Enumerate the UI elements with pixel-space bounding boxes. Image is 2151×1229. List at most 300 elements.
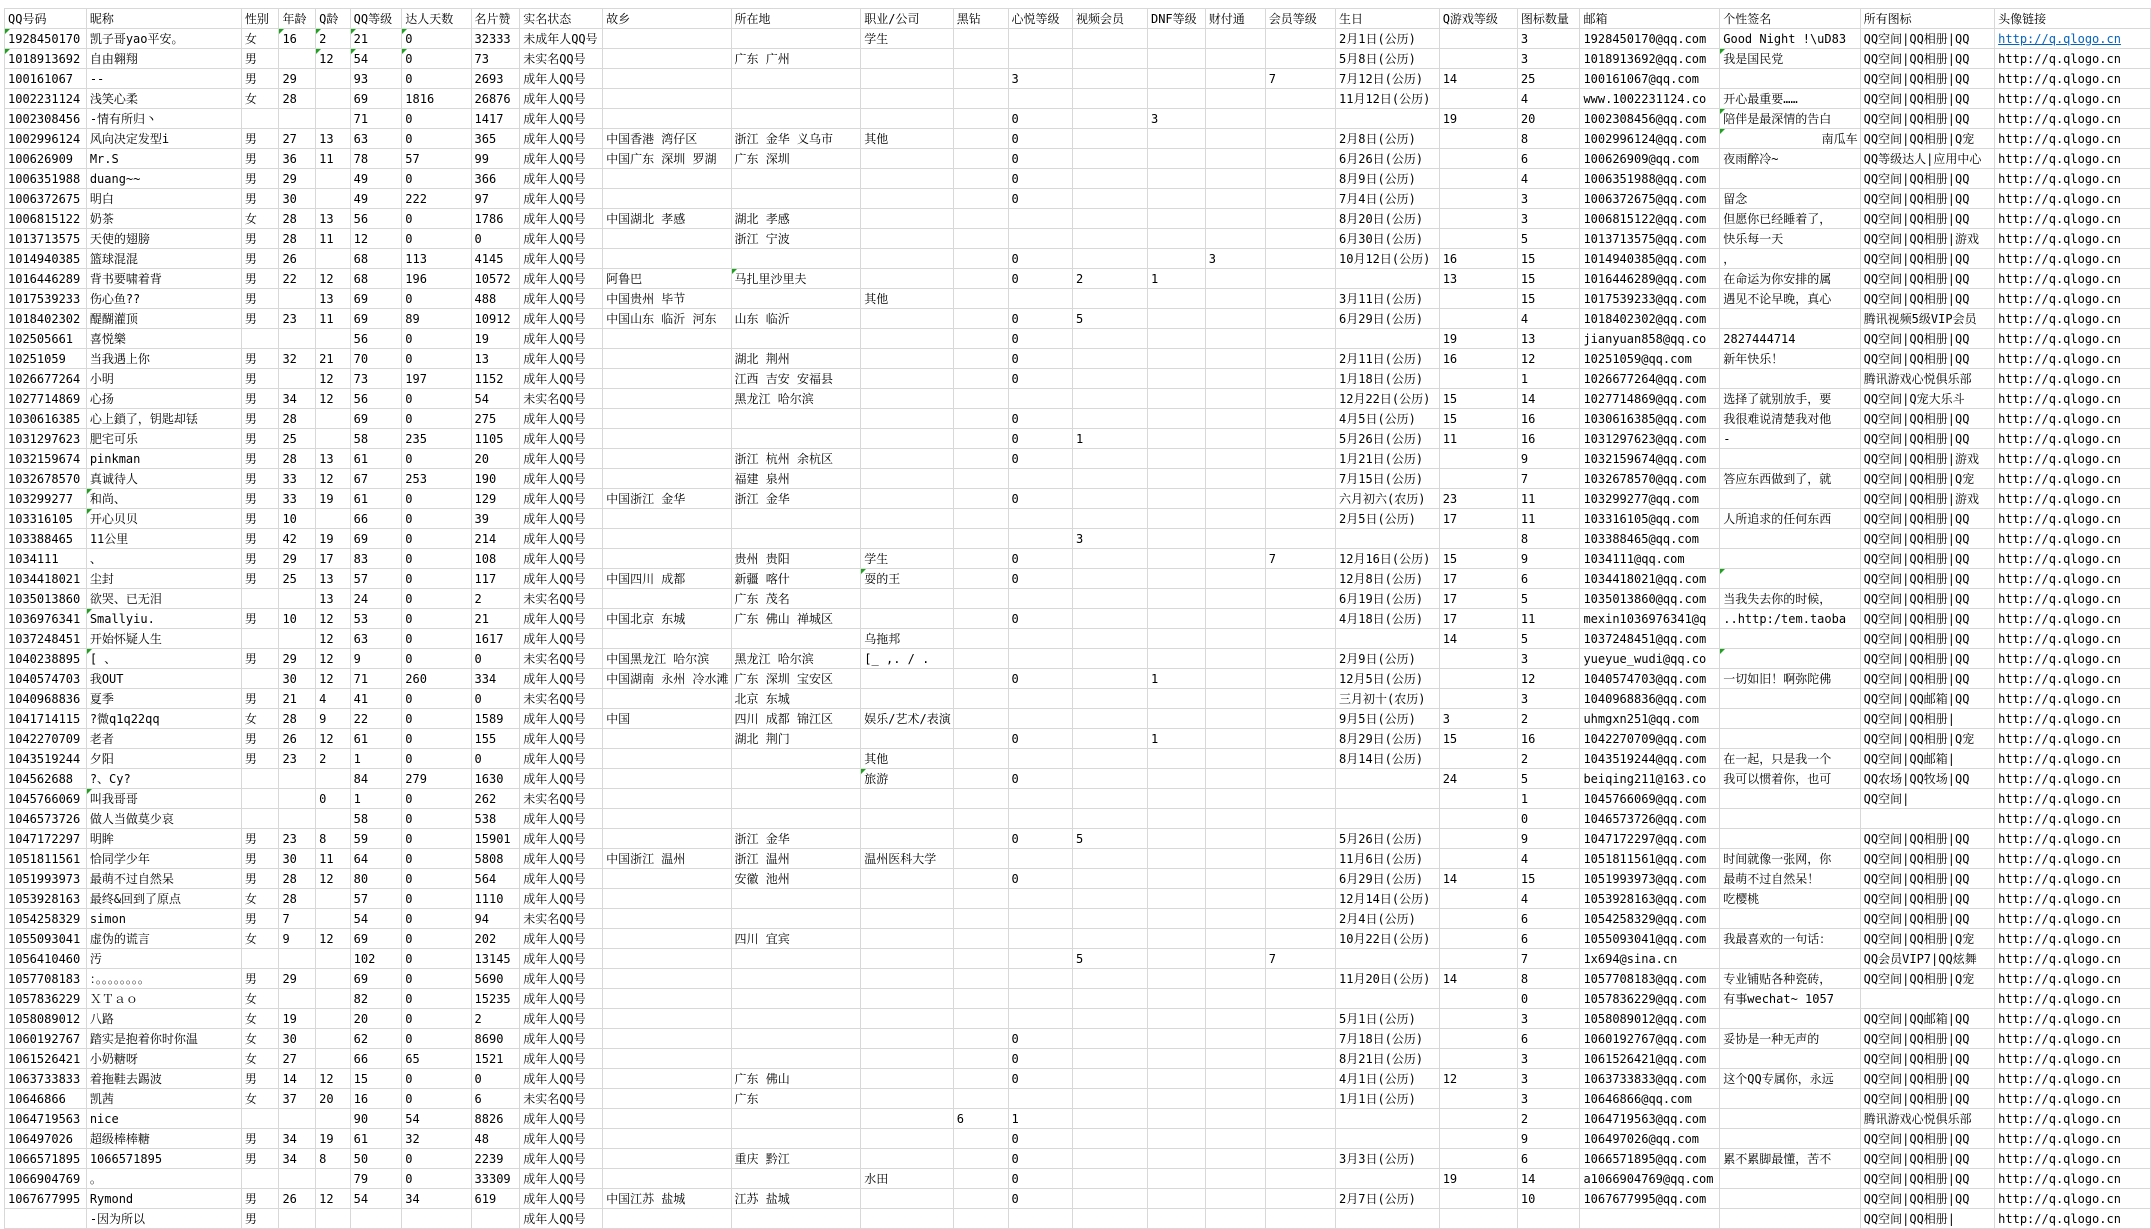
cell-hometown[interactable] — [603, 169, 731, 189]
cell-qage[interactable]: 11 — [316, 309, 351, 329]
cell-sex[interactable]: 男 — [241, 549, 279, 569]
cell-location[interactable]: 浙江 宁波 — [731, 229, 861, 249]
cell-qage[interactable] — [316, 1009, 351, 1029]
cell-icons[interactable]: 5 — [1517, 589, 1580, 609]
cell-daren[interactable]: 0 — [402, 969, 471, 989]
cell-age[interactable]: 29 — [279, 969, 316, 989]
cell-email[interactable]: 103299277@qq.com — [1580, 489, 1720, 509]
cell-qq[interactable]: 1066571895 — [5, 1149, 87, 1169]
cell-qgame[interactable]: 17 — [1439, 509, 1517, 529]
cell-daren[interactable]: 279 — [402, 769, 471, 789]
avatar-link[interactable]: http://q.qlogo.cn — [1998, 171, 2121, 186]
cell-birthday[interactable]: 4月18日(公历) — [1336, 609, 1440, 629]
cell-qage[interactable]: 12 — [316, 869, 351, 889]
cell-zan[interactable]: 1417 — [471, 109, 520, 129]
avatar-link[interactable]: http://q.qlogo.cn — [1998, 211, 2121, 226]
cell-daren[interactable]: 0 — [402, 1009, 471, 1029]
cell-qgame[interactable]: 15 — [1439, 729, 1517, 749]
cell-daren[interactable]: 0 — [402, 509, 471, 529]
avatar-link[interactable]: http://q.qlogo.cn — [1998, 31, 2121, 46]
cell-qlevel[interactable]: 69 — [350, 969, 402, 989]
cell-allicons[interactable]: QQ空间|QQ相册|QQ — [1860, 1169, 1994, 1189]
cell-zan[interactable]: 94 — [471, 909, 520, 929]
cell-nick[interactable]: 。 — [86, 1169, 241, 1189]
cell-email[interactable]: 1018913692@qq.com — [1580, 49, 1720, 69]
cell-sign[interactable]: 陪伴是最深情的告白 — [1720, 109, 1860, 129]
cell-dnf[interactable] — [1147, 629, 1205, 649]
cell-sign[interactable] — [1720, 1189, 1860, 1209]
cell-icons[interactable]: 4 — [1517, 849, 1580, 869]
cell-vip[interactable] — [1265, 689, 1335, 709]
avatar-link[interactable]: http://q.qlogo.cn — [1998, 931, 2121, 946]
cell-avatar[interactable] — [1995, 709, 2151, 729]
cell-dnf[interactable] — [1147, 1089, 1205, 1109]
cell-realname[interactable]: 成年人QQ号 — [520, 989, 603, 1009]
cell-vip[interactable] — [1265, 609, 1335, 629]
cell-caifutong[interactable] — [1205, 409, 1265, 429]
cell-realname[interactable]: 成年人QQ号 — [520, 889, 603, 909]
cell-zan[interactable]: 10912 — [471, 309, 520, 329]
cell-dnf[interactable] — [1147, 909, 1205, 929]
cell-icons[interactable]: 8 — [1517, 969, 1580, 989]
cell-location[interactable] — [731, 1009, 861, 1029]
cell-qage[interactable] — [316, 189, 351, 209]
cell-hometown[interactable]: 中国黑龙江 哈尔滨 — [603, 649, 731, 669]
cell-email[interactable]: 1006351988@qq.com — [1580, 169, 1720, 189]
cell-qlevel[interactable]: 56 — [350, 329, 402, 349]
cell-location[interactable] — [731, 429, 861, 449]
cell-daren[interactable]: 57 — [402, 149, 471, 169]
cell-heizuan[interactable] — [953, 129, 1008, 149]
cell-dnf[interactable] — [1147, 229, 1205, 249]
cell-caifutong[interactable] — [1205, 1069, 1265, 1089]
cell-allicons[interactable]: QQ空间|Q宠大乐斗 — [1860, 389, 1994, 409]
cell-video[interactable] — [1073, 729, 1148, 749]
cell-caifutong[interactable]: 3 — [1205, 249, 1265, 269]
cell-nick[interactable]: 小奶糖呀 — [86, 1049, 241, 1069]
avatar-link[interactable]: http://q.qlogo.cn — [1998, 331, 2121, 346]
cell-video[interactable] — [1073, 989, 1148, 1009]
cell-job[interactable] — [861, 1069, 953, 1089]
cell-nick[interactable]: 1066571895 — [86, 1149, 241, 1169]
cell-video[interactable] — [1073, 869, 1148, 889]
cell-location[interactable]: 黑龙江 哈尔滨 — [731, 389, 861, 409]
cell-birthday[interactable] — [1336, 949, 1440, 969]
cell-xinyue[interactable] — [1008, 289, 1072, 309]
cell-email[interactable]: 1032678570@qq.com — [1580, 469, 1720, 489]
cell-vip[interactable] — [1265, 769, 1335, 789]
cell-heizuan[interactable] — [953, 629, 1008, 649]
cell-heizuan[interactable] — [953, 1189, 1008, 1209]
cell-birthday[interactable]: 8月14日(公历) — [1336, 749, 1440, 769]
cell-email[interactable]: 1002996124@qq.com — [1580, 129, 1720, 149]
cell-icons[interactable]: 15 — [1517, 269, 1580, 289]
cell-location[interactable]: 湖北 荆州 — [731, 349, 861, 369]
cell-dnf[interactable] — [1147, 69, 1205, 89]
cell-nick[interactable]: 着拖鞋去踢波 — [86, 1069, 241, 1089]
cell-avatar[interactable] — [1995, 1149, 2151, 1169]
cell-email[interactable]: 1067677995@qq.com — [1580, 1189, 1720, 1209]
cell-zan[interactable]: 1630 — [471, 769, 520, 789]
cell-email[interactable]: 1030616385@qq.com — [1580, 409, 1720, 429]
cell-allicons[interactable]: QQ空间|QQ相册|QQ — [1860, 629, 1994, 649]
cell-vip[interactable] — [1265, 709, 1335, 729]
cell-allicons[interactable]: QQ空间|QQ相册|QQ — [1860, 569, 1994, 589]
column-header-nick[interactable]: 昵称 — [86, 9, 241, 29]
cell-allicons[interactable]: QQ空间|QQ相册|QQ — [1860, 869, 1994, 889]
cell-location[interactable] — [731, 969, 861, 989]
cell-qage[interactable]: 19 — [316, 1129, 351, 1149]
cell-xinyue[interactable]: 0 — [1008, 409, 1072, 429]
cell-birthday[interactable]: 11月12日(公历) — [1336, 89, 1440, 109]
cell-qq[interactable]: 1066904769 — [5, 1169, 87, 1189]
cell-job[interactable] — [861, 329, 953, 349]
cell-vip[interactable] — [1265, 369, 1335, 389]
cell-icons[interactable]: 3 — [1517, 1009, 1580, 1029]
cell-avatar[interactable] — [1995, 729, 2151, 749]
cell-allicons[interactable]: QQ空间|QQ邮箱|QQ — [1860, 689, 1994, 709]
cell-location[interactable]: 广东 佛山 — [731, 1069, 861, 1089]
cell-avatar[interactable] — [1995, 589, 2151, 609]
cell-allicons[interactable]: QQ空间|QQ相册|QQ — [1860, 349, 1994, 369]
cell-job[interactable]: 娱乐/艺术/表演 — [861, 709, 953, 729]
cell-hometown[interactable]: 中国北京 东城 — [603, 609, 731, 629]
cell-birthday[interactable]: 1月18日(公历) — [1336, 369, 1440, 389]
cell-email[interactable]: 1057836229@qq.com — [1580, 989, 1720, 1009]
cell-allicons[interactable]: QQ空间|QQ相册| — [1860, 1209, 1994, 1229]
cell-qgame[interactable] — [1439, 309, 1517, 329]
cell-qlevel[interactable]: 69 — [350, 409, 402, 429]
avatar-link[interactable]: http://q.qlogo.cn — [1998, 951, 2121, 966]
cell-qlevel[interactable]: 16 — [350, 1089, 402, 1109]
cell-qlevel[interactable]: 58 — [350, 429, 402, 449]
cell-allicons[interactable]: QQ空间|QQ相册|QQ — [1860, 189, 1994, 209]
cell-allicons[interactable]: QQ空间|QQ相册|QQ — [1860, 269, 1994, 289]
cell-qlevel[interactable]: 82 — [350, 989, 402, 1009]
cell-icons[interactable]: 4 — [1517, 889, 1580, 909]
cell-avatar[interactable] — [1995, 949, 2151, 969]
cell-qlevel[interactable]: 50 — [350, 1149, 402, 1169]
cell-age[interactable]: 33 — [279, 469, 316, 489]
cell-dnf[interactable] — [1147, 309, 1205, 329]
cell-qlevel[interactable]: 12 — [350, 229, 402, 249]
cell-xinyue[interactable]: 0 — [1008, 829, 1072, 849]
cell-email[interactable]: 103316105@qq.com — [1580, 509, 1720, 529]
cell-dnf[interactable] — [1147, 289, 1205, 309]
cell-dnf[interactable] — [1147, 1069, 1205, 1089]
cell-heizuan[interactable] — [953, 549, 1008, 569]
cell-hometown[interactable] — [603, 389, 731, 409]
column-header-vip[interactable]: 会员等级 — [1265, 9, 1335, 29]
cell-sign[interactable] — [1720, 649, 1860, 669]
cell-hometown[interactable] — [603, 509, 731, 529]
cell-realname[interactable]: 成年人QQ号 — [520, 89, 603, 109]
cell-video[interactable] — [1073, 709, 1148, 729]
cell-qq[interactable]: 1016446289 — [5, 269, 87, 289]
cell-qgame[interactable] — [1439, 1189, 1517, 1209]
cell-dnf[interactable] — [1147, 489, 1205, 509]
cell-allicons[interactable]: 腾讯视频5级VIP会员 — [1860, 309, 1994, 329]
avatar-link[interactable]: http://q.qlogo.cn — [1998, 611, 2121, 626]
cell-sign[interactable]: 累不累脚最懂，苦不 — [1720, 1149, 1860, 1169]
cell-email[interactable]: 1016446289@qq.com — [1580, 269, 1720, 289]
cell-qq[interactable]: 1002308456 — [5, 109, 87, 129]
cell-sign[interactable] — [1720, 1009, 1860, 1029]
cell-icons[interactable]: 7 — [1517, 949, 1580, 969]
cell-hometown[interactable] — [603, 829, 731, 849]
cell-vip[interactable] — [1265, 49, 1335, 69]
cell-qlevel[interactable]: 53 — [350, 609, 402, 629]
cell-age[interactable] — [279, 989, 316, 1009]
cell-realname[interactable]: 成年人QQ号 — [520, 569, 603, 589]
cell-allicons[interactable]: QQ空间|QQ相册|QQ — [1860, 329, 1994, 349]
cell-video[interactable] — [1073, 909, 1148, 929]
cell-hometown[interactable]: 中国香港 湾仔区 — [603, 129, 731, 149]
cell-xinyue[interactable]: 0 — [1008, 1129, 1072, 1149]
cell-nick[interactable]: 恰同学少年 — [86, 849, 241, 869]
cell-qlevel[interactable]: 84 — [350, 769, 402, 789]
cell-hometown[interactable] — [603, 729, 731, 749]
cell-qage[interactable]: 12 — [316, 609, 351, 629]
cell-hometown[interactable]: 中国浙江 温州 — [603, 849, 731, 869]
cell-dnf[interactable] — [1147, 209, 1205, 229]
cell-location[interactable]: 重庆 黔江 — [731, 1149, 861, 1169]
cell-location[interactable] — [731, 909, 861, 929]
cell-icons[interactable]: 6 — [1517, 1149, 1580, 1169]
cell-email[interactable]: 1034418021@qq.com — [1580, 569, 1720, 589]
cell-email[interactable]: 1064719563@qq.com — [1580, 1109, 1720, 1129]
cell-qlevel[interactable]: 69 — [350, 289, 402, 309]
cell-qq[interactable]: 1047172297 — [5, 829, 87, 849]
cell-qgame[interactable]: 19 — [1439, 329, 1517, 349]
cell-qage[interactable]: 12 — [316, 629, 351, 649]
cell-icons[interactable]: 2 — [1517, 1109, 1580, 1129]
cell-allicons[interactable] — [1860, 989, 1994, 1009]
cell-job[interactable] — [861, 89, 953, 109]
cell-xinyue[interactable] — [1008, 629, 1072, 649]
cell-job[interactable]: 学生 — [861, 29, 953, 49]
cell-sex[interactable]: 男 — [241, 909, 279, 929]
cell-age[interactable]: 28 — [279, 889, 316, 909]
cell-dnf[interactable]: 3 — [1147, 109, 1205, 129]
cell-vip[interactable] — [1265, 309, 1335, 329]
cell-dnf[interactable]: 1 — [1147, 669, 1205, 689]
cell-nick[interactable]: 老者 — [86, 729, 241, 749]
cell-nick[interactable]: ：。。。。。。。。 — [86, 969, 241, 989]
cell-qq[interactable]: 1045766069 — [5, 789, 87, 809]
column-header-location[interactable]: 所在地 — [731, 9, 861, 29]
cell-location[interactable] — [731, 409, 861, 429]
cell-nick[interactable]: 篮球混混 — [86, 249, 241, 269]
cell-qgame[interactable] — [1439, 449, 1517, 469]
cell-caifutong[interactable] — [1205, 649, 1265, 669]
cell-realname[interactable]: 成年人QQ号 — [520, 369, 603, 389]
cell-location[interactable] — [731, 769, 861, 789]
cell-nick[interactable]: 肥宅可乐 — [86, 429, 241, 449]
cell-age[interactable]: 32 — [279, 349, 316, 369]
cell-video[interactable] — [1073, 1069, 1148, 1089]
cell-sign[interactable]: ， — [1720, 249, 1860, 269]
cell-icons[interactable]: 6 — [1517, 569, 1580, 589]
cell-hometown[interactable] — [603, 1009, 731, 1029]
avatar-link[interactable]: http://q.qlogo.cn — [1998, 531, 2121, 546]
column-header-realname[interactable]: 实名状态 — [520, 9, 603, 29]
cell-birthday[interactable]: 7月4日(公历) — [1336, 189, 1440, 209]
cell-sign[interactable]: 遇见不论早晚，真心 — [1720, 289, 1860, 309]
cell-realname[interactable]: 成年人QQ号 — [520, 1169, 603, 1189]
cell-daren[interactable]: 0 — [402, 989, 471, 1009]
cell-job[interactable] — [861, 669, 953, 689]
cell-birthday[interactable] — [1336, 629, 1440, 649]
cell-video[interactable] — [1073, 789, 1148, 809]
cell-qgame[interactable] — [1439, 849, 1517, 869]
cell-video[interactable] — [1073, 189, 1148, 209]
cell-birthday[interactable]: 11月6日(公历) — [1336, 849, 1440, 869]
cell-zan[interactable]: 2693 — [471, 69, 520, 89]
cell-caifutong[interactable] — [1205, 1189, 1265, 1209]
cell-xinyue[interactable]: 0 — [1008, 149, 1072, 169]
cell-sex[interactable]: 男 — [241, 749, 279, 769]
avatar-link[interactable]: http://q.qlogo.cn — [1998, 971, 2121, 986]
cell-nick[interactable]: Smallyiu. — [86, 609, 241, 629]
cell-qage[interactable]: 8 — [316, 1149, 351, 1169]
cell-sex[interactable]: 男 — [241, 1069, 279, 1089]
cell-qlevel[interactable]: 15 — [350, 1069, 402, 1089]
cell-qgame[interactable] — [1439, 529, 1517, 549]
cell-dnf[interactable] — [1147, 849, 1205, 869]
cell-video[interactable] — [1073, 1169, 1148, 1189]
cell-realname[interactable]: 成年人QQ号 — [520, 469, 603, 489]
cell-realname[interactable]: 成年人QQ号 — [520, 489, 603, 509]
cell-hometown[interactable] — [603, 929, 731, 949]
cell-avatar[interactable] — [1995, 329, 2151, 349]
cell-sign[interactable] — [1720, 789, 1860, 809]
cell-realname[interactable]: 成年人QQ号 — [520, 1189, 603, 1209]
cell-allicons[interactable]: QQ空间|QQ相册|QQ — [1860, 1129, 1994, 1149]
cell-qage[interactable]: 0 — [316, 789, 351, 809]
cell-nick[interactable]: duang~~ — [86, 169, 241, 189]
cell-video[interactable] — [1073, 469, 1148, 489]
cell-icons[interactable]: 9 — [1517, 549, 1580, 569]
cell-avatar[interactable] — [1995, 149, 2151, 169]
cell-sign[interactable]: 我最喜欢的一句话： — [1720, 929, 1860, 949]
cell-video[interactable] — [1073, 129, 1148, 149]
avatar-link[interactable]: http://q.qlogo.cn — [1998, 1011, 2121, 1026]
cell-hometown[interactable] — [603, 529, 731, 549]
cell-dnf[interactable] — [1147, 589, 1205, 609]
cell-realname[interactable]: 成年人QQ号 — [520, 929, 603, 949]
cell-avatar[interactable] — [1995, 1109, 2151, 1129]
cell-zan[interactable]: 5808 — [471, 849, 520, 869]
cell-daren[interactable]: 0 — [402, 209, 471, 229]
cell-daren[interactable]: 0 — [402, 869, 471, 889]
cell-email[interactable]: 1058089012@qq.com — [1580, 1009, 1720, 1029]
cell-qage[interactable] — [316, 1029, 351, 1049]
cell-birthday[interactable]: 12月5日(公历) — [1336, 669, 1440, 689]
cell-birthday[interactable]: 2月4日(公历) — [1336, 909, 1440, 929]
cell-qage[interactable]: 13 — [316, 589, 351, 609]
cell-zan[interactable]: 1589 — [471, 709, 520, 729]
cell-dnf[interactable] — [1147, 329, 1205, 349]
cell-age[interactable] — [279, 1169, 316, 1189]
cell-vip[interactable] — [1265, 729, 1335, 749]
cell-avatar[interactable] — [1995, 1169, 2151, 1189]
cell-heizuan[interactable] — [953, 869, 1008, 889]
cell-sex[interactable]: 女 — [241, 1009, 279, 1029]
cell-job[interactable] — [861, 269, 953, 289]
cell-xinyue[interactable]: 0 — [1008, 1069, 1072, 1089]
cell-icons[interactable]: 15 — [1517, 289, 1580, 309]
cell-email[interactable]: 1035013860@qq.com — [1580, 589, 1720, 609]
cell-birthday[interactable]: 3月11日(公历) — [1336, 289, 1440, 309]
cell-video[interactable]: 5 — [1073, 949, 1148, 969]
cell-zan[interactable]: 1786 — [471, 209, 520, 229]
cell-caifutong[interactable] — [1205, 449, 1265, 469]
cell-sign[interactable]: 南瓜车 — [1720, 129, 1860, 149]
cell-qlevel[interactable]: 73 — [350, 369, 402, 389]
cell-sex[interactable]: 男 — [241, 569, 279, 589]
cell-vip[interactable] — [1265, 969, 1335, 989]
cell-icons[interactable]: 9 — [1517, 1129, 1580, 1149]
cell-heizuan[interactable] — [953, 1169, 1008, 1189]
cell-birthday[interactable] — [1336, 989, 1440, 1009]
cell-qgame[interactable]: 11 — [1439, 429, 1517, 449]
cell-icons[interactable]: 15 — [1517, 869, 1580, 889]
cell-job[interactable]: 其他 — [861, 129, 953, 149]
cell-nick[interactable]: 明白 — [86, 189, 241, 209]
cell-video[interactable] — [1073, 669, 1148, 689]
cell-vip[interactable] — [1265, 1109, 1335, 1129]
cell-age[interactable]: 19 — [279, 1009, 316, 1029]
cell-allicons[interactable]: QQ空间|QQ相册|QQ — [1860, 49, 1994, 69]
cell-location[interactable]: 新疆 喀什 — [731, 569, 861, 589]
cell-job[interactable] — [861, 1189, 953, 1209]
cell-allicons[interactable]: QQ空间|QQ相册|QQ — [1860, 849, 1994, 869]
cell-hometown[interactable]: 中国山东 临沂 河东 — [603, 309, 731, 329]
cell-daren[interactable]: 0 — [402, 649, 471, 669]
avatar-link[interactable]: http://q.qlogo.cn — [1998, 571, 2121, 586]
cell-xinyue[interactable]: 0 — [1008, 729, 1072, 749]
cell-dnf[interactable] — [1147, 449, 1205, 469]
cell-hometown[interactable] — [603, 909, 731, 929]
cell-age[interactable] — [279, 369, 316, 389]
cell-sign[interactable]: 专业铺贴各种瓷砖， — [1720, 969, 1860, 989]
cell-qq[interactable]: 1018913692 — [5, 49, 87, 69]
avatar-link[interactable]: http://q.qlogo.cn — [1998, 111, 2121, 126]
cell-age[interactable]: 34 — [279, 389, 316, 409]
cell-email[interactable]: beiqing211@163.co — [1580, 769, 1720, 789]
cell-qlevel[interactable]: 41 — [350, 689, 402, 709]
cell-qlevel[interactable]: 61 — [350, 449, 402, 469]
cell-qlevel[interactable]: 70 — [350, 349, 402, 369]
cell-job[interactable] — [861, 469, 953, 489]
cell-daren[interactable]: 0 — [402, 589, 471, 609]
cell-caifutong[interactable] — [1205, 709, 1265, 729]
cell-video[interactable] — [1073, 249, 1148, 269]
cell-qlevel[interactable]: 61 — [350, 489, 402, 509]
cell-birthday[interactable]: 8月21日(公历) — [1336, 1049, 1440, 1069]
avatar-link[interactable]: http://q.qlogo.cn — [1998, 1131, 2121, 1146]
cell-qq[interactable]: 1037248451 — [5, 629, 87, 649]
cell-job[interactable] — [861, 889, 953, 909]
cell-location[interactable] — [731, 749, 861, 769]
cell-qage[interactable]: 13 — [316, 129, 351, 149]
cell-video[interactable] — [1073, 1189, 1148, 1209]
cell-daren[interactable]: 0 — [402, 1169, 471, 1189]
cell-job[interactable]: 学生 — [861, 549, 953, 569]
cell-allicons[interactable]: QQ农场|QQ牧场|QQ — [1860, 769, 1994, 789]
cell-icons[interactable]: 5 — [1517, 769, 1580, 789]
